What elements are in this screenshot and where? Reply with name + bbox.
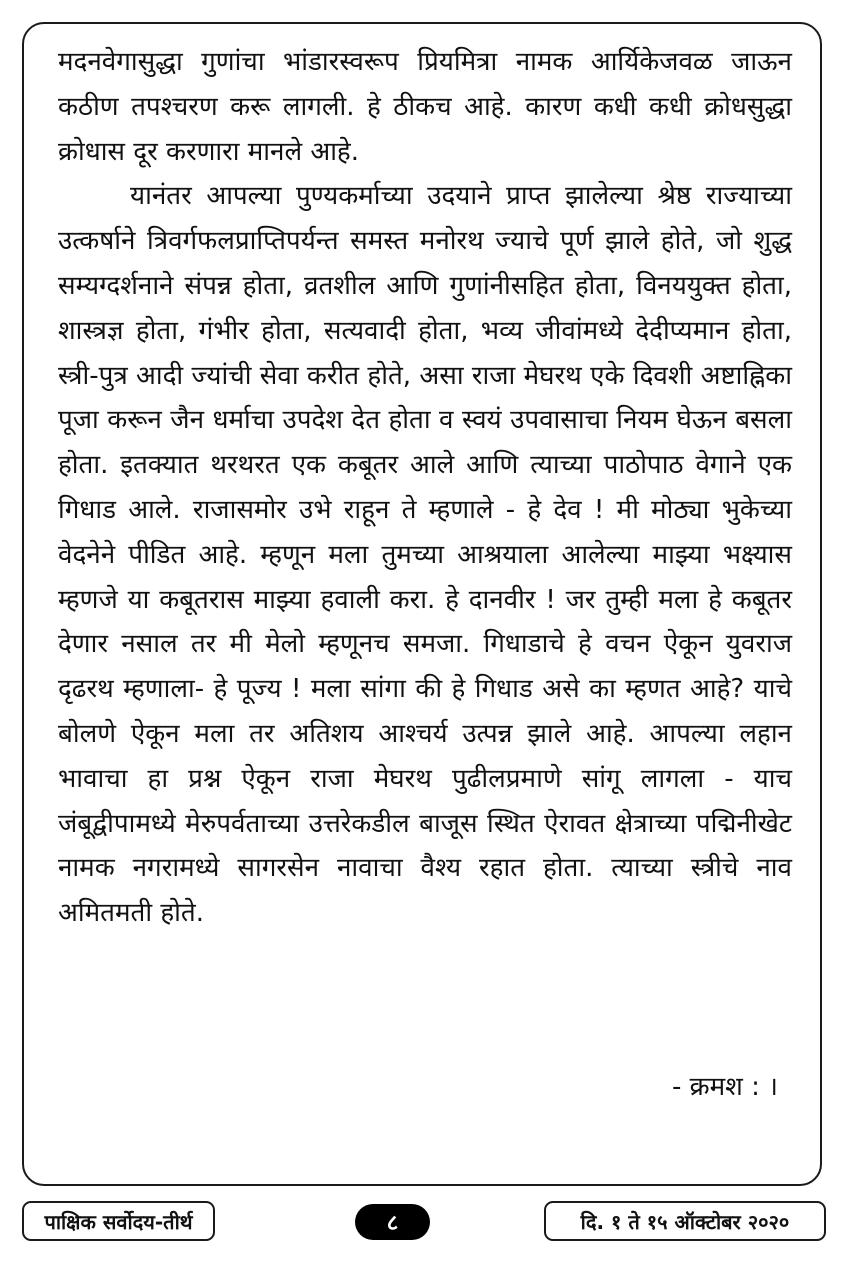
paragraph-2: यानंतर आपल्या पुण्यकर्माच्या उदयाने प्राप्त झालेल्या श्रेष्ठ राज्याच्या उत्कर्षाने त्रिवर्गफलप्राप्तिपर्यन्त समस्त मनोरथ ज्याचे पूर्ण झाले होते, जो शुद्ध सम्यग्दर्शनाने संपन्न होता, व्रतशील आणि गुणांनीसहित होता, विनययुक्त होता, शास्त्रज्ञ होता, गंभीर होता, सत्यवादी होता, भव्य जीवांमध्ये देदीप्यमान होता, स्त्री-पुत्र आदी ज्यांची सेवा करीत होते, असा राजा मेघरथ एके दिवशी अष्टाह्निका पूजा करून जैन धर्माचा उपदेश देत होता व स्वयं उपवासाचा नियम घेऊन बसला होता. इतक्यात थरथरत एक कबूतर आले आणि त्याच्या पाठोपाठ वेगाने एक गिधाड आले. राजासमोर उभे राहून ते म्हणाले - हे देव ! मी मोठ्या भुकेच्या वेदनेने पीडित आहे. म्हणून मला तुमच्या आश्रयाला आलेल्या माझ्या भक्ष्यास म्हणजे या कबूतरास माझ्या हवाली करा. हे दानवीर ! जर तुम्ही मला हे कबूतर देणार नसाल तर मी मेलो म्हणूनच समजा. गिधाडाचे हे वचन ऐकून युवराज दृढरथ म्हणाला- हे पूज्य ! मला सांगा की हे गिधाड असे का म्हणत आहे? याचे बोलणे ऐकून मला तर अतिशय आश्चर्य उत्पन्न झाले आहे. आपल्या लहान भावाचा हा प्रश्न ऐकून राजा मेघरथ पुढीलप्रमाणे सांगू लागला - याच जंबूद्वीपामध्ये मेरुपर्वताच्या उत्तरेकडील बाजूस स्थित ऐरावत क्षेत्राच्या पद्मिनीखेट नामक नगरामध्ये सागरसेन नावाचा वैश्य रहात होता. त्याच्या स्त्रीचे नाव अमितमती होते. [58, 181, 792, 929]
paragraph-1: मदनवेगासुद्धा गुणांचा भांडारस्वरूप प्रियमित्रा नामक आर्यिकेजवळ जाऊन कठीण तपश्चरण करू लागली. हे ठीकच आहे. कारण कधी कधी क्रोधसुद्धा क्रोधास दूर करणारा मानले आहे. [58, 47, 792, 167]
publication-name: पाक्षिक सर्वोदय-तीर्थ [22, 1201, 215, 1241]
continued-label: - क्रमश : । [672, 1072, 778, 1102]
page-number-badge: ८ [355, 1204, 430, 1240]
issue-date: दि. १ ते १५ ऑक्टोबर २०२० [544, 1201, 826, 1241]
body-text [58, 40, 792, 936]
